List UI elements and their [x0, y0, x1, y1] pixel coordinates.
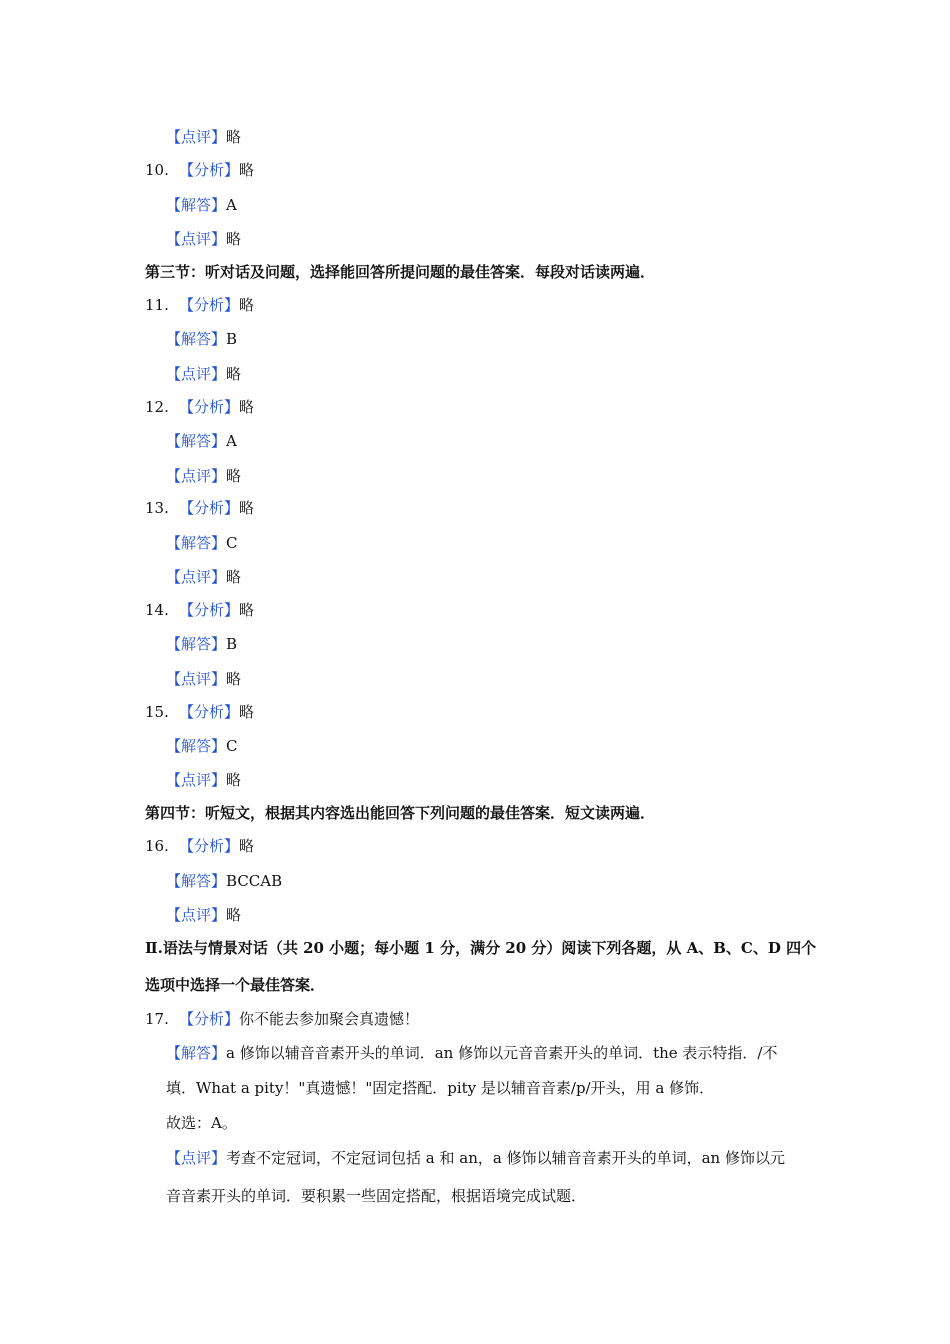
analysis-text: 略: [239, 601, 255, 619]
part-2-heading-line-1: Ⅱ.语法与情景对话（共 20 小题；每小题 1 分，满分 20 分）阅读下列各题，从 A、B、C、D 四个: [145, 939, 817, 957]
question-15-comment: [166, 770, 241, 790]
comment-text: 略: [226, 568, 242, 586]
analysis-text: 略: [239, 398, 255, 416]
answer-text: A: [226, 196, 237, 214]
comment-text: 略: [226, 128, 242, 146]
answer-tag: 【解答】: [166, 635, 227, 653]
question-16-answer: [166, 871, 282, 891]
analysis-text: 略: [239, 703, 255, 721]
question-number: 14.: [145, 601, 169, 619]
question-13-answer: [166, 533, 238, 553]
question-number: 11.: [145, 296, 169, 314]
question-10-analysis: [145, 160, 254, 180]
comment-tag: 【点评】: [166, 906, 227, 924]
answer-text: B: [226, 635, 238, 653]
answer-tag: 【解答】: [166, 737, 227, 755]
question-17-answer-line-1: [166, 1043, 778, 1063]
answer-tag: 【解答】: [166, 432, 227, 450]
question-14-answer: [166, 634, 237, 654]
question-17-answer-line-3: 故选：A。: [166, 1114, 237, 1132]
answer-text: B: [226, 330, 238, 348]
question-17-comment-line-1: [166, 1148, 785, 1168]
question-number: 15.: [145, 703, 169, 721]
question-12-answer: [166, 431, 237, 451]
section-4-heading: 第四节：听短文，根据其内容选出能回答下列问题的最佳答案．短文读两遍．: [145, 804, 656, 822]
comment-text: 略: [226, 906, 242, 924]
question-14-analysis: [145, 600, 254, 620]
comment-text: 略: [226, 771, 242, 789]
question-14-comment: [166, 669, 241, 689]
question-number: 13.: [145, 499, 169, 517]
question-number: 16.: [145, 837, 169, 855]
section-3-heading: 第三节：听对话及问题，选择能回答所提问题的最佳答案．每段对话读两遍．: [145, 263, 656, 281]
question-number: 10.: [145, 161, 169, 179]
question-17-comment-line-2: 音音素开头的单词．要积累一些固定搭配，根据语境完成试题．: [166, 1187, 587, 1205]
analysis-tag: 【分析】: [179, 161, 240, 179]
analysis-tag: 【分析】: [179, 601, 240, 619]
analysis-text: 你不能去参加聚会真遗憾！: [239, 1010, 420, 1028]
comment-line: [166, 127, 241, 147]
comment-text: 略: [226, 230, 242, 248]
comment-tag: 【点评】: [166, 771, 227, 789]
answer-text: A: [226, 432, 237, 450]
question-10-comment: [166, 229, 241, 249]
answer-tag: 【解答】: [166, 330, 227, 348]
answer-text: C: [226, 737, 238, 755]
analysis-text: 略: [239, 296, 255, 314]
question-15-answer: [166, 736, 238, 756]
question-number: 17.: [145, 1010, 169, 1028]
question-11-answer: [166, 329, 237, 349]
answer-text: C: [226, 534, 238, 552]
question-17-answer-line-2: 填．What a pity！"真遗憾！"固定搭配．pity 是以辅音音素/p/开头，用 a 修饰．: [166, 1079, 715, 1097]
question-15-analysis: [145, 702, 254, 722]
analysis-text: 略: [239, 499, 255, 517]
question-12-comment: [166, 466, 241, 486]
question-13-analysis: [145, 498, 254, 518]
analysis-tag: 【分析】: [179, 837, 240, 855]
question-13-comment: [166, 567, 241, 587]
analysis-text: 略: [239, 837, 255, 855]
comment-tag: 【点评】: [166, 1149, 227, 1167]
analysis-tag: 【分析】: [179, 296, 240, 314]
comment-tag: 【点评】: [166, 568, 227, 586]
comment-tag: 【点评】: [166, 230, 227, 248]
comment-tag: 【点评】: [166, 467, 227, 485]
analysis-tag: 【分析】: [179, 398, 240, 416]
comment-text: 略: [226, 467, 242, 485]
analysis-tag: 【分析】: [179, 703, 240, 721]
answer-tag: 【解答】: [166, 1044, 227, 1062]
answer-tag: 【解答】: [166, 534, 227, 552]
part-2-heading-line-2: 选项中选择一个最佳答案．: [145, 976, 326, 994]
question-11-comment: [166, 364, 241, 384]
comment-tag: 【点评】: [166, 365, 227, 383]
comment-text: 略: [226, 365, 242, 383]
question-10-answer: [166, 195, 237, 215]
comment-tag: 【点评】: [166, 670, 227, 688]
question-16-comment: [166, 905, 241, 925]
comment-text: 考查不定冠词，不定冠词包括 a 和 an，a 修饰以辅音音素开头的单词，an 修饰以元: [226, 1149, 785, 1167]
answer-text: BCCAB: [226, 872, 283, 890]
comment-tag: 【点评】: [166, 128, 227, 146]
answer-text: a 修饰以辅音音素开头的单词．an 修饰以元音音素开头的单词．the 表示特指．/不: [226, 1044, 778, 1062]
answer-tag: 【解答】: [166, 196, 227, 214]
question-number: 12.: [145, 398, 169, 416]
question-12-analysis: [145, 397, 254, 417]
question-17-analysis: [145, 1009, 419, 1029]
analysis-tag: 【分析】: [179, 499, 240, 517]
analysis-tag: 【分析】: [179, 1010, 240, 1028]
analysis-text: 略: [239, 161, 255, 179]
comment-text: 略: [226, 670, 242, 688]
answer-tag: 【解答】: [166, 872, 227, 890]
question-11-analysis: [145, 295, 254, 315]
question-16-analysis: [145, 836, 254, 856]
